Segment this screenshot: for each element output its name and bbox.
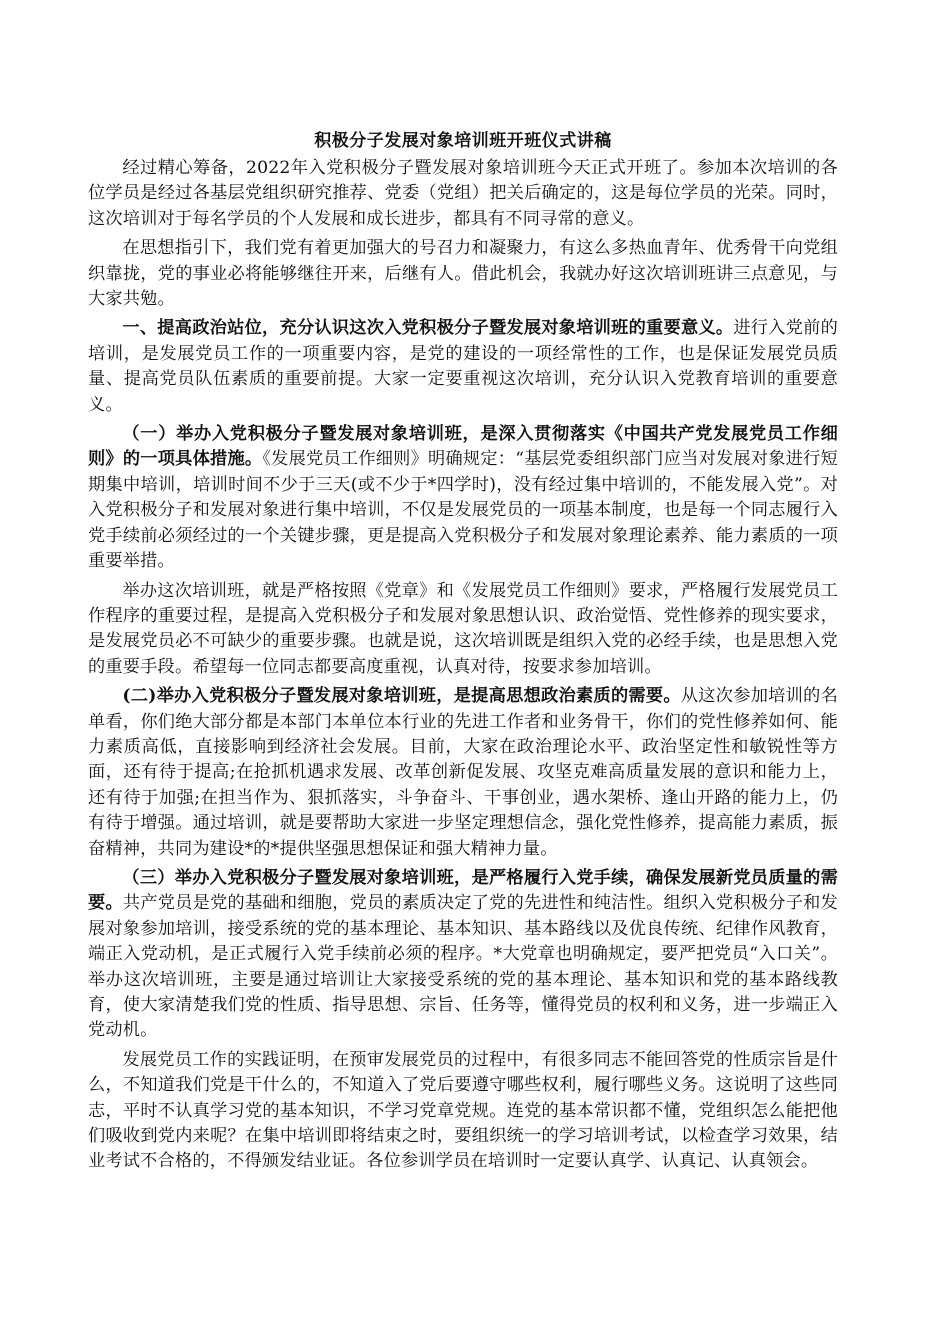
paragraph-4-text: 《发展党员工作细则》明确规定：“基层党委组织部门应当对发展对象进行短期集中培训，培训时间不少于三天(或不少于*四学时)，没有经过集中培训的，不能发展入党”。对入党积极分子和发展对象进行集中培训，不仅是发展党员的一项基本制度，也是每一个同志履行入党手续前必须经过的一个关键步骤，更是提高入党积极分子和发展对象理论素养、能力素质的一项重要举措。 [88,449,838,572]
paragraph-4 [88,422,838,574]
paragraph-1 [88,156,838,232]
paragraph-7 [88,866,838,1044]
paragraph-5-text: 举办这次培训班，就是严格按照《党章》和《发展党员工作细则》要求，严格履行发展党员工作程序的重要过程，是提高入党积极分子和发展对象思想认识、政治觉悟、党性修养的现实要求，是发展党员必不可缺少的重要步骤。也就是说，这次培训既是组织入党的必经手续，也是思想入党的重要手段。希望每一位同志都要高度重视，认真对待，按要求参加培训。 [88,580,838,677]
paragraph-6-text: 从这次参加培训的名单看，你们绝大部分都是本部门本单位本行业的先进工作者和业务骨干，你们的党性修养如何、能力素质高低，直接影响到经济社会发展。目前，大家在政治理论水平、政治坚定性和敏锐性等方面，还有待于提高;在抢抓机遇求发展、改革创新促发展、攻坚克难高质量发展的意识和能力上，还有待于加强;在担当作为、狠抓落实，斗争奋斗、干事创业，遇水架桥、逢山开路的能力上，仍有待于增强。通过培训，就是要帮助大家进一步坚定理想信念，强化党性修养，提高能力素质，振奋精神，共同为建设*的*提供坚强思想保证和强大精神力量。 [88,686,838,859]
paragraph-8-text: 发展党员工作的实践证明，在预审发展党员的过程中，有很多同志不能回答党的性质宗旨是什么，不知道我们党是干什么的，不知道入了党后要遵守哪些权利，履行哪些义务。这说明了这些同志，平时不认真学习党的基本知识，不学习党章党规。连党的基本常识都不懂，党组织怎么能把他们吸收到党内来呢？在集中培训即将结束之时，要组织统一的学习培训考试，以检查学习效果，结业考试不合格的，不得颁发结业证。各位参训学员在培训时一定要认真学、认真记、认真领会。 [88,1049,838,1172]
paragraph-4-heading: （一）举办入党积极分子暨发展对象培训班，是深入贯彻落实《中国共产党发展党员工作细则》的一项具体措施。 [88,424,838,470]
paragraph-6-heading: (二)举办入党积极分子暨发展对象培训班，是提高思想政治素质的需要。 [122,686,681,707]
paragraph-8 [88,1048,838,1175]
paragraph-2 [88,236,838,312]
document-title: 积极分子发展对象培训班开班仪式讲稿 [314,131,612,151]
paragraph-2-text: 在思想指引下，我们党有着更加强大的号召力和凝聚力，有这么多热血青年、优秀骨干向党组织靠拢，党的事业必将能够继往开来，后继有人。借此机会，我就办好这次培训班讲三点意见，与大家共勉。 [88,238,838,310]
paragraph-5 [88,579,838,681]
paragraph-1-text: 经过精心筹备，2022年入党积极分子暨发展对象培训班今天正式开班了。参加本次培训的各位学员是经过各基层党组织研究推荐、党委（党组）把关后确定的，这是每位学员的光荣。同时，这次培训对于每名学员的个人发展和成长进步，都具有不同寻常的意义。 [88,158,838,229]
paragraph-7-heading: （三）举办入党积极分子暨发展对象培训班，是严格履行入党手续，确保发展新党员质量的需要。 [88,867,838,914]
paragraph-3-heading: 一、提高政治站位，充分认识这次入党积极分子暨发展对象培训班的重要意义。 [122,318,734,339]
paragraph-6 [88,684,838,862]
paragraph-3-text: 进行入党前的培训，是发展党员工作的一项重要内容，是党的建设的一项经常性的工作，也是保证发展党员质量、提高党员队伍素质的重要前提。大家一定要重视这次培训，充分认识入党教育培训的重要意义。 [88,318,838,415]
paragraph-3 [88,316,838,418]
paragraph-7-text: 共产党员是党的基础和细胞，党员的素质决定了党的先进性和纯洁性。组织入党积极分子和发展对象参加培训，接受系统的党的基本理论、基本知识、基本路线以及优良传统、纪律作风教育，端正入党动机，是正式履行入党手续前必须的程序。*大党章也明确规定，要严把党员“入口关”。举办这次培训班，主要是通过培训让大家接受系统的党的基本理论、基本知识和党的基本路线教育，使大家清楚我们党的性质、指导思想、宗旨、任务等，懂得党员的权利和义务，进一步端正入党动机。 [88,893,838,1041]
